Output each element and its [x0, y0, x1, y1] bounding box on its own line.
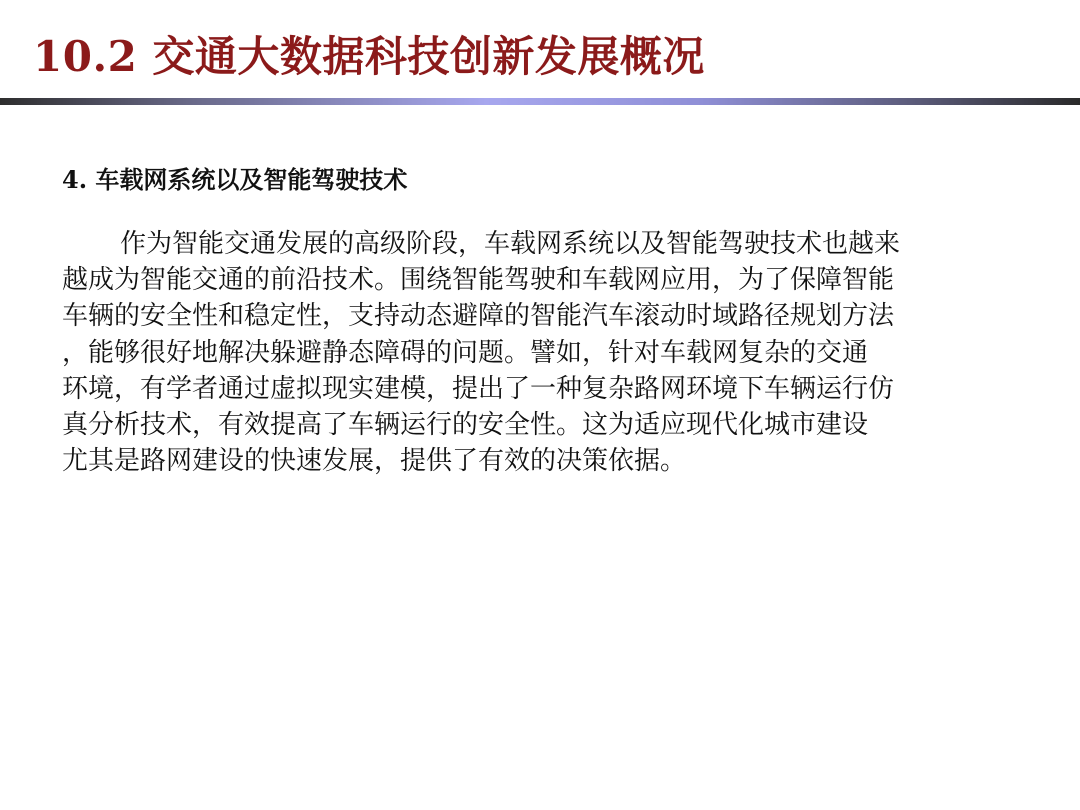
paragraph-line: 车辆的安全性和稳定性，支持动态避障的智能汽车滚动时域路径规划方法 [62, 301, 895, 332]
paragraph-line: 作为智能交通发展的高级阶段，车载网系统以及智能驾驶技术也越来 [120, 229, 901, 259]
paragraph-line: 环境，有学者通过虚拟现实建模，提出了一种复杂路网环境下车辆运行仿 [62, 373, 895, 404]
title-divider [0, 98, 1080, 105]
paragraph-line: 尤其是路网建设的快速发展，提供了有效的决策依据。 [62, 446, 687, 477]
paragraph-line: 越成为智能交通的前沿技术。围绕智能驾驶和车载网应用，为了保障智能 [62, 265, 895, 296]
section-heading: 4. 车载网系统以及智能驾驶技术 [62, 165, 408, 194]
paragraph-line: 真分析技术，有效提高了车辆运行的安全性。这为适应现代化城市建设 [62, 410, 869, 441]
paragraph-line: ，能够很好地解决躲避静态障碍的问题。譬如，针对车载网复杂的交通 [62, 337, 869, 368]
body-paragraph [62, 226, 1032, 479]
slide-title: 10.2 交通大数据科技创新发展概况 [33, 32, 705, 81]
